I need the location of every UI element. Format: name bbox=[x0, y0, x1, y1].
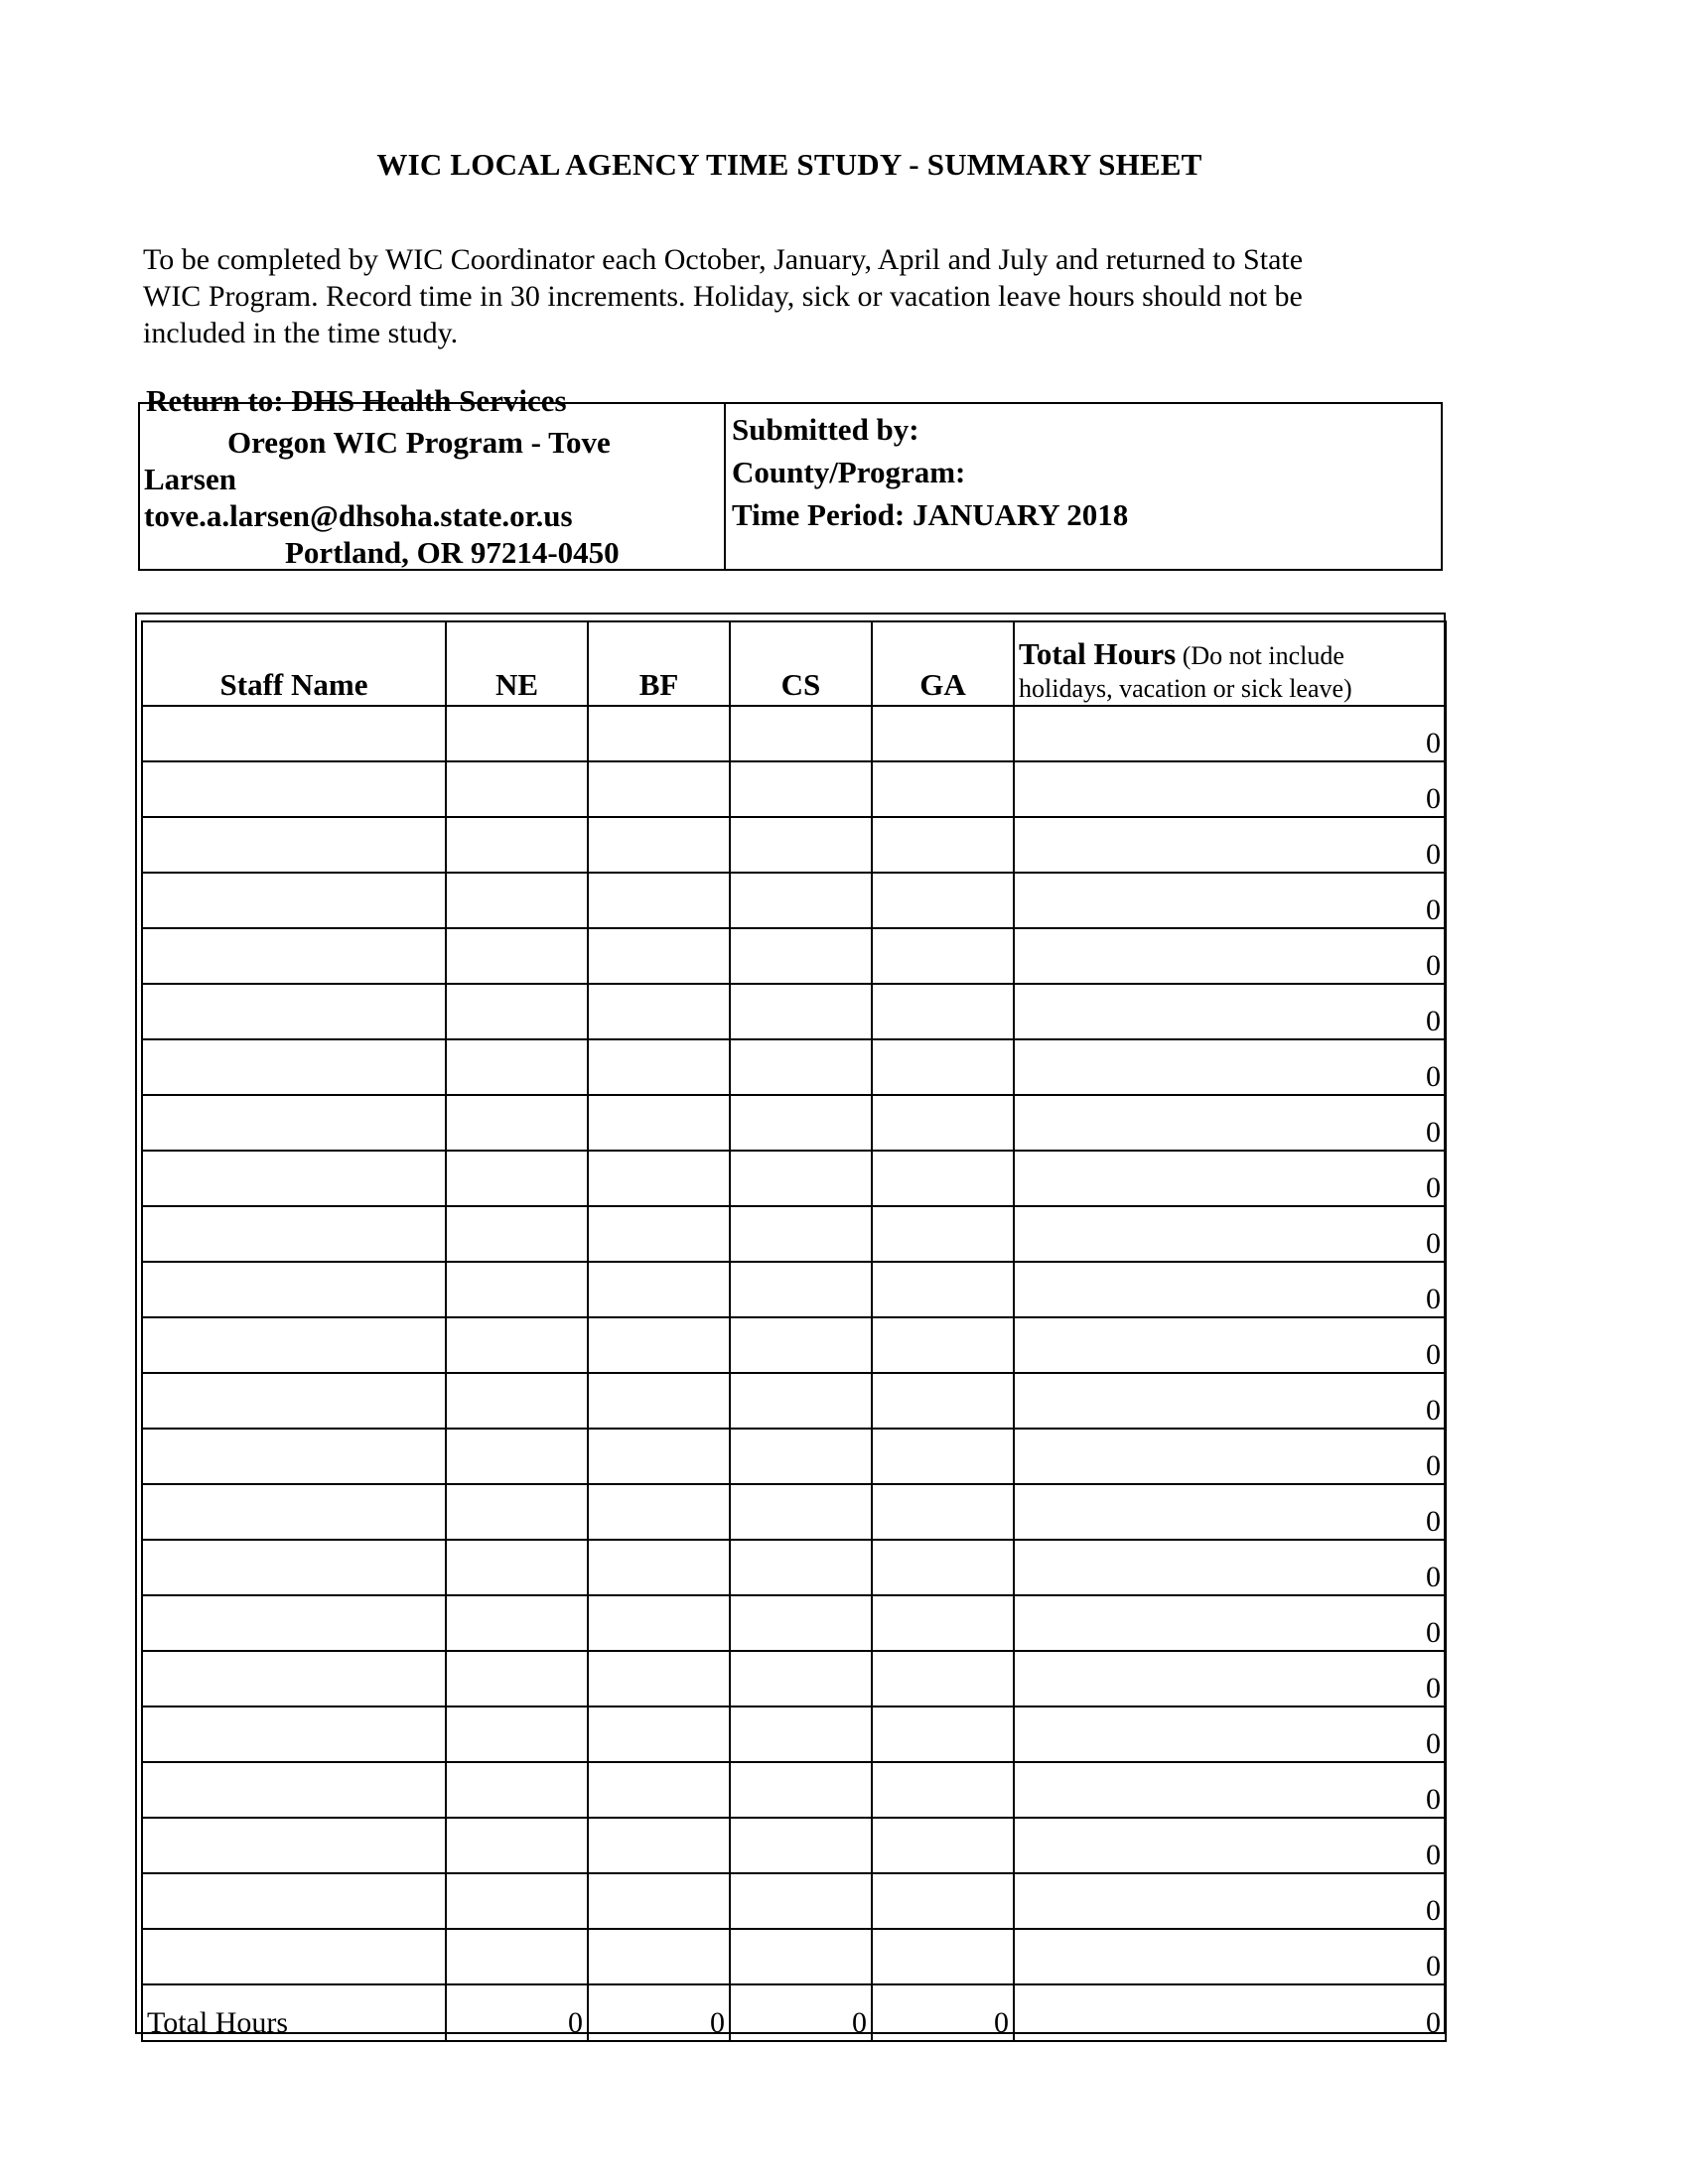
ga-cell[interactable] bbox=[872, 1373, 1014, 1429]
table-row bbox=[142, 1317, 1446, 1373]
cs-cell[interactable] bbox=[730, 1651, 872, 1706]
total-hours-cell: 0 bbox=[1014, 761, 1446, 817]
table-row bbox=[142, 817, 1446, 873]
table-row bbox=[142, 1818, 1446, 1873]
page-title: WIC LOCAL AGENCY TIME STUDY - SUMMARY SHEET bbox=[376, 147, 1202, 182]
table-row bbox=[142, 873, 1446, 928]
totals-bf: 0 bbox=[588, 1984, 730, 2041]
total-hours-cell: 0 bbox=[1014, 1873, 1446, 1929]
table-row bbox=[142, 984, 1446, 1039]
cs-cell[interactable] bbox=[730, 1873, 872, 1929]
time-study-table bbox=[141, 620, 1447, 2042]
cs-cell[interactable] bbox=[730, 1151, 872, 1206]
cs-cell[interactable] bbox=[730, 1762, 872, 1818]
staff-name-cell[interactable] bbox=[142, 1373, 446, 1429]
cs-cell[interactable] bbox=[730, 1540, 872, 1595]
total-hours-cell: 0 bbox=[1014, 1151, 1446, 1206]
contact-name-line: Larsen bbox=[144, 462, 236, 496]
table-row bbox=[142, 1873, 1446, 1929]
cs-cell[interactable] bbox=[730, 928, 872, 984]
bf-cell[interactable] bbox=[588, 984, 730, 1039]
table-row bbox=[142, 706, 1446, 761]
cs-cell[interactable] bbox=[730, 1706, 872, 1762]
totals-row bbox=[142, 1984, 1446, 2041]
table-row bbox=[142, 1206, 1446, 1262]
contact-email[interactable]: tove.a.larsen@dhsoha.state.or.us bbox=[144, 498, 573, 533]
ga-cell[interactable] bbox=[872, 984, 1014, 1039]
bf-cell[interactable] bbox=[588, 761, 730, 817]
total-hours-cell: 0 bbox=[1014, 706, 1446, 761]
ne-cell[interactable] bbox=[446, 1929, 588, 1984]
bf-cell[interactable] bbox=[588, 817, 730, 873]
staff-name-cell[interactable] bbox=[142, 1929, 446, 1984]
header-cs: CS bbox=[730, 621, 872, 706]
bf-cell[interactable] bbox=[588, 1317, 730, 1373]
bf-cell[interactable] bbox=[588, 1595, 730, 1651]
bf-cell[interactable] bbox=[588, 1373, 730, 1429]
table-row bbox=[142, 1706, 1446, 1762]
table-row bbox=[142, 928, 1446, 984]
bf-cell[interactable] bbox=[588, 1206, 730, 1262]
ne-cell[interactable] bbox=[446, 1484, 588, 1540]
ga-cell[interactable] bbox=[872, 1762, 1014, 1818]
table-row bbox=[142, 1595, 1446, 1651]
ga-cell[interactable] bbox=[872, 873, 1014, 928]
cs-cell[interactable] bbox=[730, 1373, 872, 1429]
ne-cell[interactable] bbox=[446, 984, 588, 1039]
bf-cell[interactable] bbox=[588, 1151, 730, 1206]
table-row bbox=[142, 1540, 1446, 1595]
ga-cell[interactable] bbox=[872, 1151, 1014, 1206]
bf-cell[interactable] bbox=[588, 1039, 730, 1095]
total-hours-cell: 0 bbox=[1014, 873, 1446, 928]
total-hours-cell: 0 bbox=[1014, 1095, 1446, 1151]
staff-name-cell[interactable] bbox=[142, 706, 446, 761]
table-row bbox=[142, 1762, 1446, 1818]
staff-name-cell[interactable] bbox=[142, 1429, 446, 1484]
total-hours-cell: 0 bbox=[1014, 1206, 1446, 1262]
ne-cell[interactable] bbox=[446, 1039, 588, 1095]
submitted-by-label: Submitted by: bbox=[732, 412, 919, 447]
total-hours-cell: 0 bbox=[1014, 1651, 1446, 1706]
ne-cell[interactable] bbox=[446, 1429, 588, 1484]
bf-cell[interactable] bbox=[588, 1762, 730, 1818]
ne-cell[interactable] bbox=[446, 817, 588, 873]
table-row bbox=[142, 1039, 1446, 1095]
cs-cell[interactable] bbox=[730, 1818, 872, 1873]
table-header-row bbox=[142, 621, 1446, 706]
staff-name-cell[interactable] bbox=[142, 1540, 446, 1595]
bf-cell[interactable] bbox=[588, 1929, 730, 1984]
total-hours-cell: 0 bbox=[1014, 1484, 1446, 1540]
ne-cell[interactable] bbox=[446, 1317, 588, 1373]
ga-cell[interactable] bbox=[872, 1429, 1014, 1484]
ga-cell[interactable] bbox=[872, 928, 1014, 984]
ne-cell[interactable] bbox=[446, 1095, 588, 1151]
staff-name-cell[interactable] bbox=[142, 1484, 446, 1540]
bf-cell[interactable] bbox=[588, 1540, 730, 1595]
header-bf: BF bbox=[588, 621, 730, 706]
address-box bbox=[138, 383, 1443, 571]
cs-cell[interactable] bbox=[730, 1262, 872, 1317]
header-ne: NE bbox=[446, 621, 588, 706]
ne-cell[interactable] bbox=[446, 1206, 588, 1262]
totals-total: 0 bbox=[1014, 1984, 1446, 2041]
total-hours-cell: 0 bbox=[1014, 1039, 1446, 1095]
bf-cell[interactable] bbox=[588, 1262, 730, 1317]
ga-cell[interactable] bbox=[872, 1540, 1014, 1595]
ga-cell[interactable] bbox=[872, 761, 1014, 817]
cs-cell[interactable] bbox=[730, 1429, 872, 1484]
totals-cs: 0 bbox=[730, 1984, 872, 2041]
ga-cell[interactable] bbox=[872, 1206, 1014, 1262]
cs-cell[interactable] bbox=[730, 873, 872, 928]
bf-cell[interactable] bbox=[588, 1429, 730, 1484]
total-hours-cell: 0 bbox=[1014, 1818, 1446, 1873]
staff-name-cell[interactable] bbox=[142, 984, 446, 1039]
program-line: Oregon WIC Program - Tove bbox=[227, 425, 611, 460]
ne-cell[interactable] bbox=[446, 1706, 588, 1762]
table-row bbox=[142, 761, 1446, 817]
totals-ne: 0 bbox=[446, 1984, 588, 2041]
ne-cell[interactable] bbox=[446, 706, 588, 761]
staff-name-cell[interactable] bbox=[142, 817, 446, 873]
cs-cell[interactable] bbox=[730, 1206, 872, 1262]
ga-cell[interactable] bbox=[872, 1651, 1014, 1706]
total-hours-cell: 0 bbox=[1014, 984, 1446, 1039]
bf-cell[interactable] bbox=[588, 1651, 730, 1706]
ne-cell[interactable] bbox=[446, 1762, 588, 1818]
table-row bbox=[142, 1095, 1446, 1151]
total-hours-cell: 0 bbox=[1014, 928, 1446, 984]
header-ga: GA bbox=[872, 621, 1014, 706]
header-total-note: (Do not include holidays, vacation or sick leave) bbox=[1019, 641, 1352, 703]
cs-cell[interactable] bbox=[730, 984, 872, 1039]
total-hours-cell: 0 bbox=[1014, 1929, 1446, 1984]
bf-cell[interactable] bbox=[588, 928, 730, 984]
ne-cell[interactable] bbox=[446, 761, 588, 817]
table-row bbox=[142, 1651, 1446, 1706]
staff-name-cell[interactable] bbox=[142, 1706, 446, 1762]
ga-cell[interactable] bbox=[872, 1929, 1014, 1984]
staff-name-cell[interactable] bbox=[142, 1651, 446, 1706]
cs-cell[interactable] bbox=[730, 1317, 872, 1373]
bf-cell[interactable] bbox=[588, 873, 730, 928]
ne-cell[interactable] bbox=[446, 1651, 588, 1706]
total-hours-cell: 0 bbox=[1014, 1262, 1446, 1317]
staff-name-cell[interactable] bbox=[142, 1095, 446, 1151]
time-period-label: Time Period: JANUARY 2018 bbox=[732, 497, 1129, 532]
staff-name-cell[interactable] bbox=[142, 1039, 446, 1095]
ne-cell[interactable] bbox=[446, 1262, 588, 1317]
staff-name-cell[interactable] bbox=[142, 1317, 446, 1373]
submission-info bbox=[726, 404, 1441, 569]
table-row bbox=[142, 1484, 1446, 1540]
ne-cell[interactable] bbox=[446, 1818, 588, 1873]
staff-name-cell[interactable] bbox=[142, 761, 446, 817]
cs-cell[interactable] bbox=[730, 1039, 872, 1095]
ne-cell[interactable] bbox=[446, 928, 588, 984]
cs-cell[interactable] bbox=[730, 706, 872, 761]
cs-cell[interactable] bbox=[730, 761, 872, 817]
total-hours-cell: 0 bbox=[1014, 1706, 1446, 1762]
ne-cell[interactable] bbox=[446, 1151, 588, 1206]
staff-name-cell[interactable] bbox=[142, 1206, 446, 1262]
ne-cell[interactable] bbox=[446, 1595, 588, 1651]
table-row bbox=[142, 1262, 1446, 1317]
staff-name-cell[interactable] bbox=[142, 1262, 446, 1317]
cs-cell[interactable] bbox=[730, 817, 872, 873]
totals-ga: 0 bbox=[872, 1984, 1014, 2041]
ne-cell[interactable] bbox=[446, 1540, 588, 1595]
staff-name-cell[interactable] bbox=[142, 1151, 446, 1206]
total-hours-cell: 0 bbox=[1014, 1540, 1446, 1595]
staff-name-cell[interactable] bbox=[142, 1818, 446, 1873]
cs-cell[interactable] bbox=[730, 1095, 872, 1151]
bf-cell[interactable] bbox=[588, 1706, 730, 1762]
ga-cell[interactable] bbox=[872, 1262, 1014, 1317]
ga-cell[interactable] bbox=[872, 1317, 1014, 1373]
header-staff-name: Staff Name bbox=[142, 621, 446, 706]
ga-cell[interactable] bbox=[872, 1818, 1014, 1873]
totals-label: Total Hours bbox=[142, 1984, 446, 2041]
ga-cell[interactable] bbox=[872, 817, 1014, 873]
ga-cell[interactable] bbox=[872, 1873, 1014, 1929]
ga-cell[interactable] bbox=[872, 1039, 1014, 1095]
staff-name-cell[interactable] bbox=[142, 873, 446, 928]
total-hours-cell: 0 bbox=[1014, 1317, 1446, 1373]
total-hours-cell: 0 bbox=[1014, 1762, 1446, 1818]
bf-cell[interactable] bbox=[588, 1095, 730, 1151]
header-total-hours bbox=[1014, 621, 1446, 706]
table-row bbox=[142, 1373, 1446, 1429]
ne-cell[interactable] bbox=[446, 1873, 588, 1929]
staff-name-cell[interactable] bbox=[142, 1873, 446, 1929]
time-study-table-frame bbox=[135, 613, 1446, 2039]
instructions-text: To be completed by WIC Coordinator each October, January, April and July and returned to State WIC Program. Record time in 30 increments. Holiday, sick or vacation leave hours should not be included in the time study. bbox=[143, 243, 1304, 349]
county-program-label: County/Program: bbox=[732, 455, 966, 489]
staff-name-cell[interactable] bbox=[142, 1595, 446, 1651]
bf-cell[interactable] bbox=[588, 706, 730, 761]
cs-cell[interactable] bbox=[730, 1595, 872, 1651]
bf-cell[interactable] bbox=[588, 1484, 730, 1540]
ga-cell[interactable] bbox=[872, 1706, 1014, 1762]
cs-cell[interactable] bbox=[730, 1929, 872, 1984]
bf-cell[interactable] bbox=[588, 1873, 730, 1929]
ga-cell[interactable] bbox=[872, 1095, 1014, 1151]
ne-cell[interactable] bbox=[446, 873, 588, 928]
staff-name-cell[interactable] bbox=[142, 928, 446, 984]
ga-cell[interactable] bbox=[872, 1484, 1014, 1540]
table-row bbox=[142, 1929, 1446, 1984]
return-address bbox=[140, 383, 726, 570]
cs-cell[interactable] bbox=[730, 1484, 872, 1540]
total-hours-cell: 0 bbox=[1014, 1595, 1446, 1651]
ga-cell[interactable] bbox=[872, 1595, 1014, 1651]
staff-name-cell[interactable] bbox=[142, 1762, 446, 1818]
total-hours-cell: 0 bbox=[1014, 817, 1446, 873]
total-hours-cell: 0 bbox=[1014, 1373, 1446, 1429]
table-row bbox=[142, 1151, 1446, 1206]
header-total-label: Total Hours bbox=[1019, 636, 1177, 671]
total-hours-cell: 0 bbox=[1014, 1429, 1446, 1484]
city-line: Portland, OR 97214-0450 bbox=[285, 535, 620, 570]
ga-cell[interactable] bbox=[872, 706, 1014, 761]
table-row bbox=[142, 1429, 1446, 1484]
ne-cell[interactable] bbox=[446, 1373, 588, 1429]
return-to-line: Return to: DHS Health Services bbox=[146, 383, 567, 418]
bf-cell[interactable] bbox=[588, 1818, 730, 1873]
